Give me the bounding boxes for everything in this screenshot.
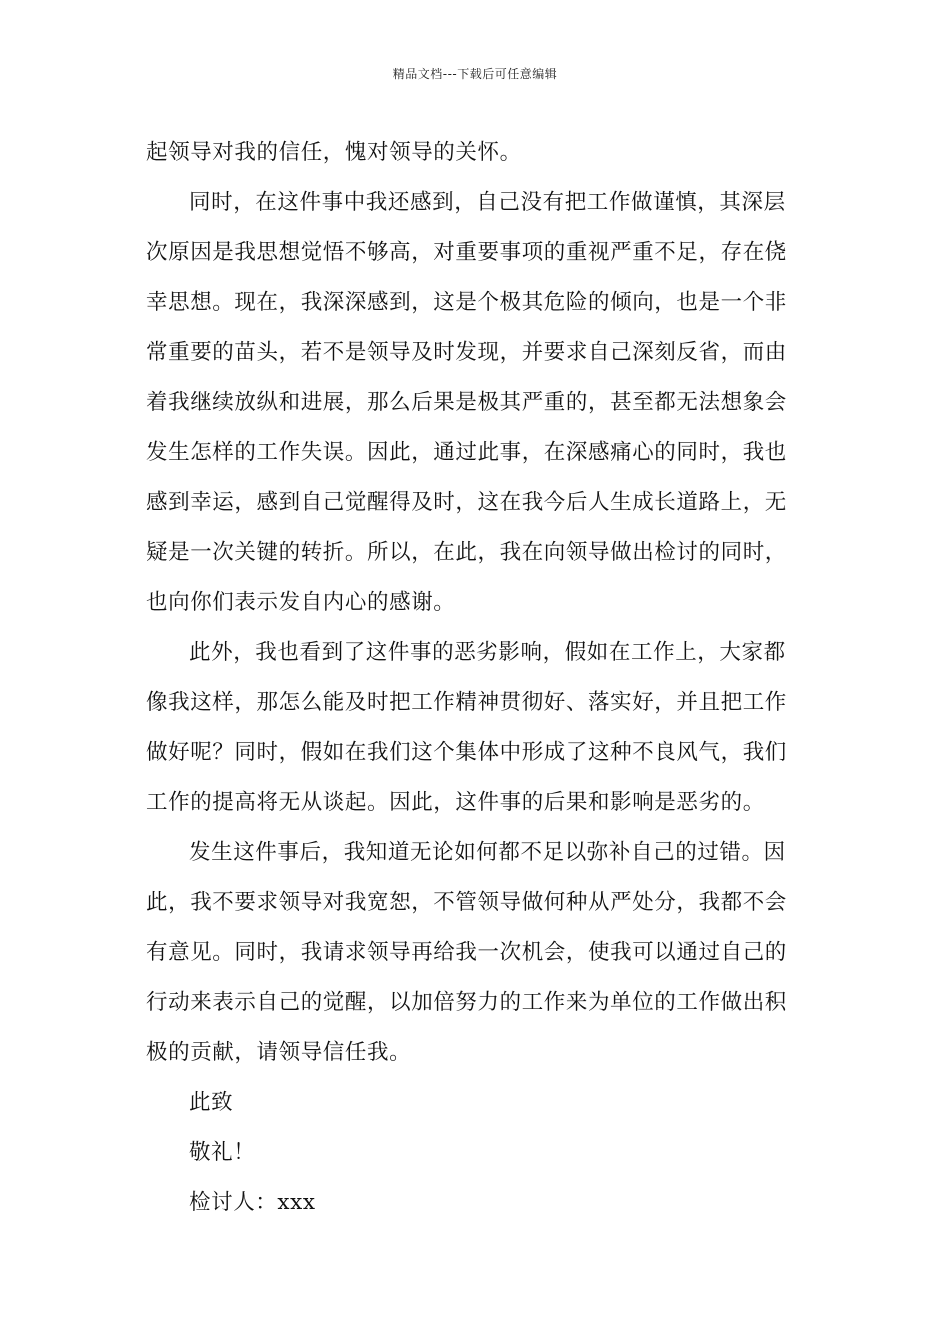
paragraph-start-line: 此外，我也看到了这件事的恶劣影响，假如在工作上，大家都: [189, 640, 786, 665]
closing-salutation: 此致: [189, 1090, 234, 1115]
text-line: 也向你们表示发自内心的感谢。: [146, 590, 456, 615]
text-line: 幸思想。现在，我深深感到，这是个极其危险的倾向，也是一个非: [146, 290, 787, 315]
closing-regards: 敬礼！: [189, 1140, 256, 1165]
text-line: 此，我不要求领导对我宽恕，不管领导做何种从严处分，我都不会: [146, 890, 787, 915]
text-line: 感到幸运，感到自己觉醒得及时，这在我今后人生成长道路上，无: [146, 490, 787, 515]
text-line: 工作的提高将无从谈起。因此，这件事的后果和影响是恶劣的。: [146, 790, 765, 815]
text-line: 极的贡献，请领导信任我。: [146, 1040, 412, 1065]
paragraph-start-line: 同时，在这件事中我还感到，自己没有把工作做谨慎，其深层: [189, 190, 786, 215]
text-line: 着我继续放纵和进展，那么后果是极其严重的，甚至都无法想象会: [146, 390, 787, 415]
paragraph-start-line: 发生这件事后，我知道无论如何都不足以弥补自己的过错。因: [189, 840, 786, 865]
text-line: 行动来表示自己的觉醒，以加倍努力的工作来为单位的工作做出积: [146, 990, 787, 1015]
page-header: 精品文档---下载后可任意编辑: [392, 67, 558, 81]
text-line: 起领导对我的信任，愧对领导的关怀。: [146, 140, 522, 165]
text-line: 发生怎样的工作失误。因此，通过此事，在深感痛心的同时，我也: [146, 440, 787, 465]
text-line: 像我这样，那怎么能及时把工作精神贯彻好、落实好，并且把工作: [146, 690, 787, 715]
document-body: [146, 128, 810, 1228]
text-line: 做好呢？同时，假如在我们这个集体中形成了这种不良风气，我们: [146, 740, 787, 765]
text-line: 次原因是我思想觉悟不够高，对重要事项的重视严重不足，存在侥: [146, 240, 787, 265]
text-line: 疑是一次关键的转折。所以，在此，我在向领导做出检讨的同时，: [146, 540, 787, 565]
text-line: 常重要的苗头，若不是领导及时发现，并要求自己深刻反省，而由: [146, 340, 787, 365]
signature-line: 检讨人：xxx: [189, 1190, 316, 1215]
text-line: 有意见。同时，我请求领导再给我一次机会，使我可以通过自己的: [146, 940, 787, 965]
